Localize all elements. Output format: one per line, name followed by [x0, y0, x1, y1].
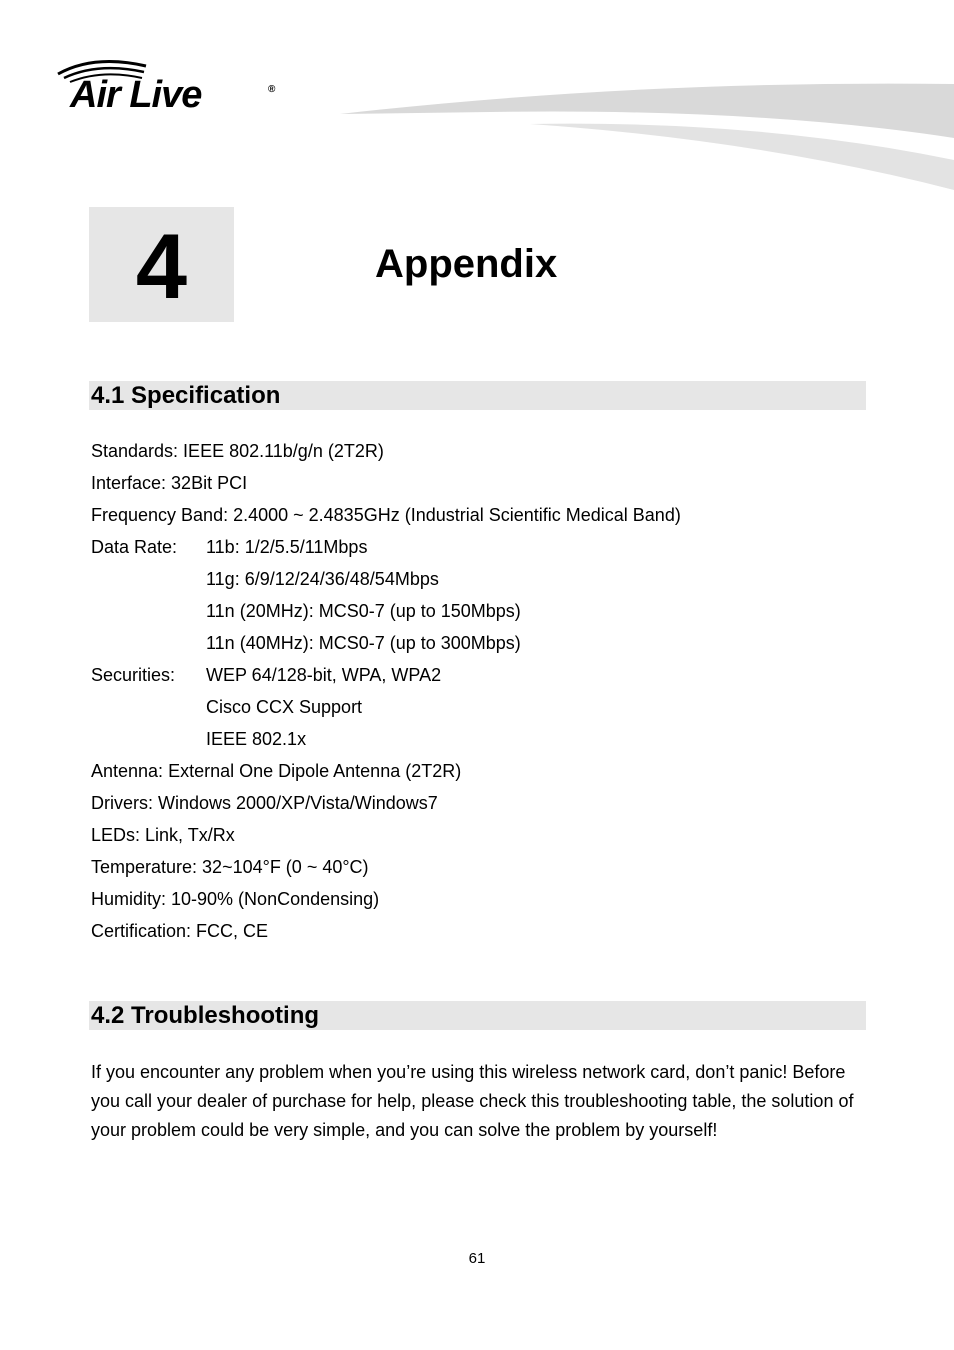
chapter-number-box — [89, 207, 234, 322]
chapter-number: 4 — [135, 215, 188, 318]
spec-value: Temperature: 32~104°F (0 ~ 40°C) — [91, 857, 369, 877]
spec-row — [91, 819, 866, 851]
chapter-title: Appendix — [375, 242, 558, 286]
spec-value: Humidity: 10-90% (NonCondensing) — [91, 889, 380, 909]
spec-row — [91, 563, 866, 595]
airlive-logo — [54, 52, 284, 124]
spec-row — [91, 787, 866, 819]
troubleshooting-paragraph: If you encounter any problem when you’re using this wireless network card, don’t panic! Before you call your dealer of purchase for help, please check this troubleshooting table, the solution of your problem could be very simple, and you can solve the problem by yourself! — [91, 1062, 854, 1140]
spec-value: Certification: FCC, CE — [91, 921, 269, 941]
spec-value: Cisco CCX Support — [206, 697, 363, 717]
spec-value: Standards: IEEE 802.11b/g/n (2T2R) — [91, 441, 384, 461]
spec-row — [91, 659, 866, 691]
spec-value: 11b: 1/2/5.5/11Mbps — [206, 537, 368, 557]
registered-mark: ® — [268, 84, 276, 95]
spec-row — [91, 595, 866, 627]
spec-row — [91, 531, 866, 563]
logo-wordmark: Air Live — [70, 74, 202, 116]
spec-value: LEDs: Link, Tx/Rx — [91, 825, 235, 845]
spec-row — [91, 467, 866, 499]
page-number: 61 — [468, 1250, 486, 1267]
spec-row — [91, 883, 866, 915]
spec-value: IEEE 802.1x — [206, 729, 307, 749]
spec-value: 11n (40MHz): MCS0-7 (up to 300Mbps) — [206, 633, 521, 653]
spec-value: Interface: 32Bit PCI — [91, 473, 248, 493]
spec-label: Securities: — [91, 665, 176, 685]
spec-value: 11g: 6/9/12/24/36/48/54Mbps — [206, 569, 439, 589]
spec-row — [91, 915, 866, 947]
spec-row — [91, 499, 866, 531]
header-swoosh-decoration — [340, 80, 954, 195]
spec-row — [91, 691, 866, 723]
spec-value: WEP 64/128-bit, WPA, WPA2 — [206, 665, 442, 685]
spec-row — [91, 723, 866, 755]
specification-list — [91, 435, 866, 947]
spec-value: Drivers: Windows 2000/XP/Vista/Windows7 — [91, 793, 438, 813]
spec-label: Data Rate: — [91, 537, 178, 557]
spec-value: Frequency Band: 2.4000 ~ 2.4835GHz (Industrial Scientific Medical Band) — [91, 505, 681, 525]
section-heading-text: 4.2 Troubleshooting — [91, 1002, 320, 1029]
spec-value: Antenna: External One Dipole Antenna (2T2R) — [91, 761, 462, 781]
section-heading-text: 4.1 Specification — [91, 382, 281, 409]
spec-row — [91, 851, 866, 883]
spec-row — [91, 627, 866, 659]
spec-row — [91, 755, 866, 787]
spec-row — [91, 435, 866, 467]
section-heading-specification — [89, 381, 866, 410]
section-heading-troubleshooting — [89, 1001, 866, 1030]
spec-value: 11n (20MHz): MCS0-7 (up to 150Mbps) — [206, 601, 521, 621]
